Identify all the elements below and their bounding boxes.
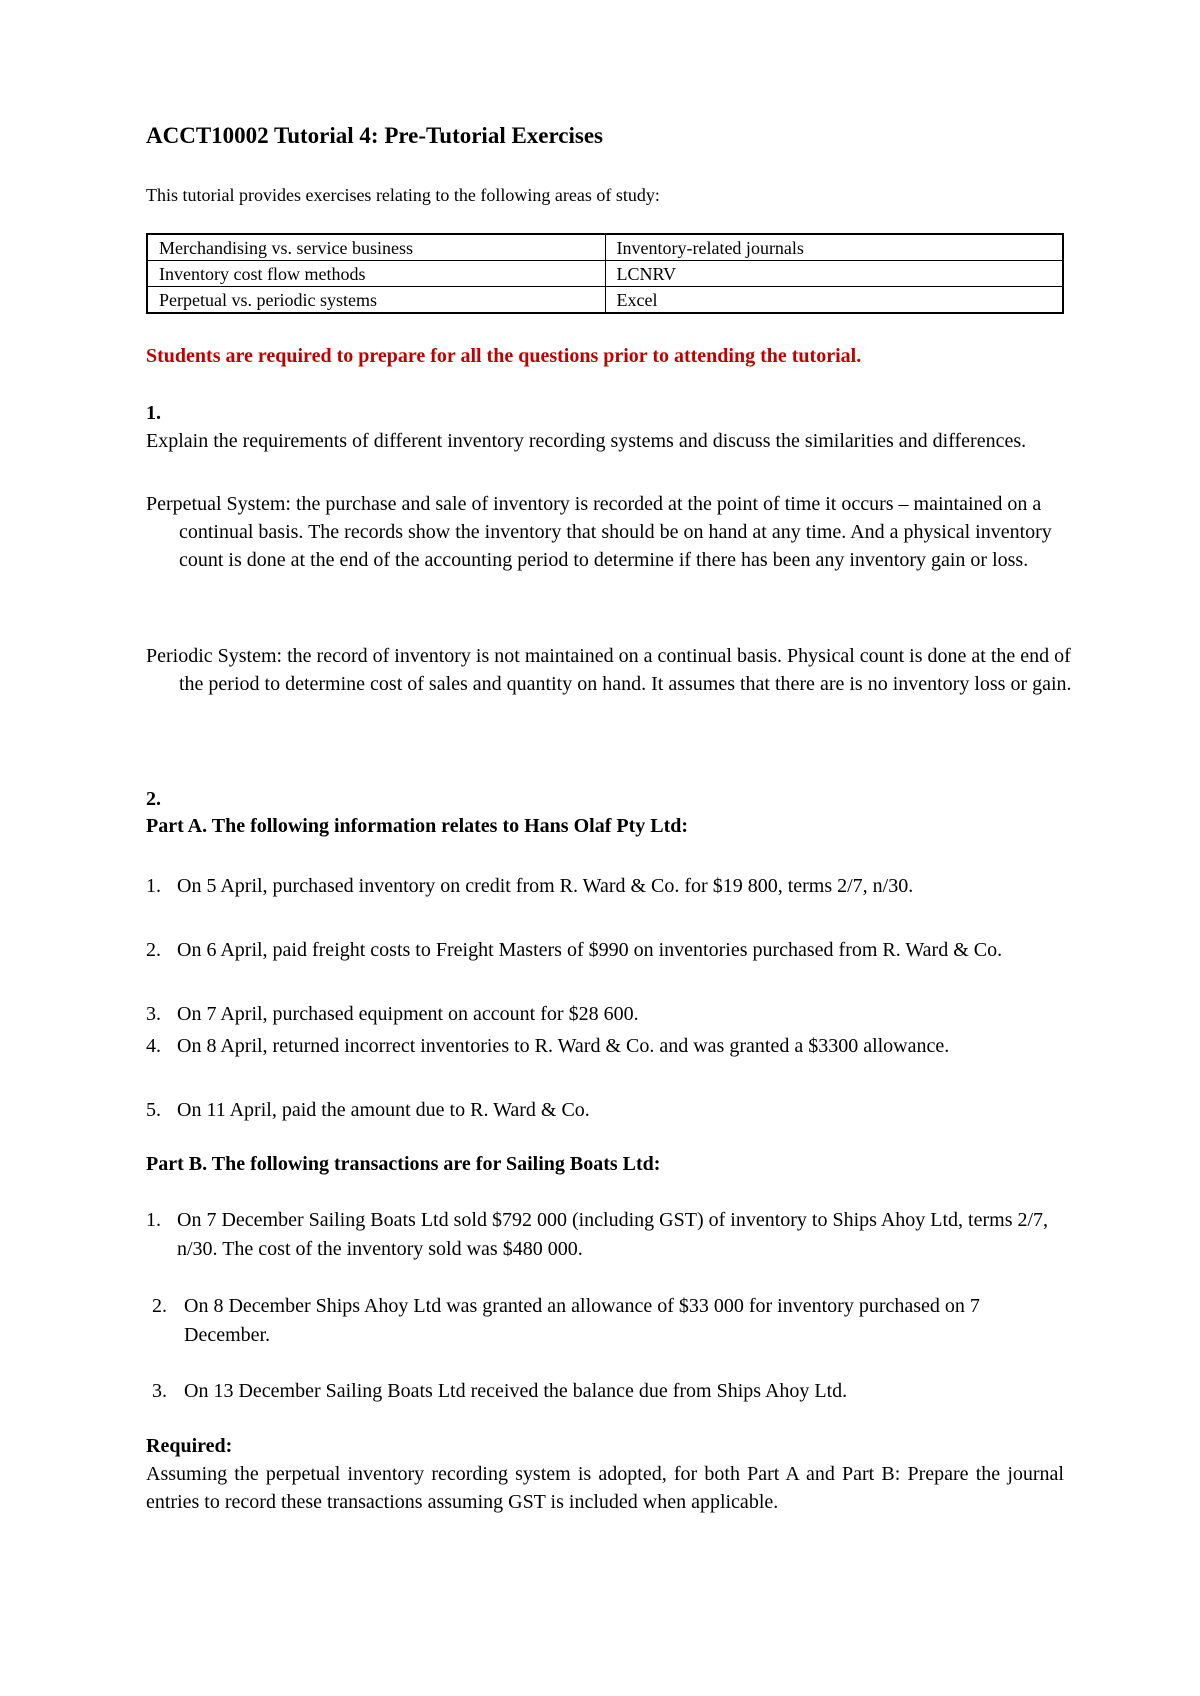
list-item: [146, 1377, 1064, 1406]
list-item: [146, 1292, 1064, 1350]
list-item-text: On 8 December Ships Ahoy Ltd was granted an allowance of $33 000 for inventory purchased on 7 December.: [184, 1295, 980, 1346]
list-item-text: On 7 December Sailing Boats Ltd sold $792 000 (including GST) of inventory to Ships Ahoy Ltd, terms 2/7, n/30. The cost of the inventory sold was $480 000.: [177, 1209, 1049, 1260]
part-b-heading: Part B. The following transactions are for Sailing Boats Ltd:: [146, 1153, 661, 1175]
list-item-text: On 11 April, paid the amount due to R. Ward & Co.: [177, 1099, 590, 1121]
list-item-number: 1.: [146, 1209, 161, 1231]
required-text: Assuming the perpetual inventory recording system is adopted, for both Part A and Part B: Prepare the journal entries to record these transactions assuming GST is included when applicable.: [146, 1463, 1064, 1513]
list-item-number: 2.: [146, 939, 161, 961]
list-item: [146, 998, 1064, 1030]
preparation-notice: Students are required to prepare for all the questions prior to attending the tutorial.: [146, 345, 862, 367]
list-item-number: 2.: [152, 1295, 167, 1317]
required-heading: Required:: [146, 1435, 233, 1457]
topics-table: [146, 233, 1064, 314]
list-item-text: On 13 December Sailing Boats Ltd received the balance due from Ships Ahoy Ltd.: [184, 1380, 848, 1402]
table-row: [147, 234, 1063, 261]
list-item: [146, 870, 1064, 902]
table-cell: Inventory cost flow methods: [147, 261, 605, 287]
table-cell: Excel: [605, 287, 1063, 314]
part-a-heading: Part A. The following information relates to Hans Olaf Pty Ltd:: [146, 815, 689, 837]
table-cell: Inventory-related journals: [605, 234, 1063, 261]
list-item-text: On 5 April, purchased inventory on credit from R. Ward & Co. for $19 800, terms 2/7, n/30.: [177, 875, 914, 897]
table-cell: LCNRV: [605, 261, 1063, 287]
list-item-number: 1.: [146, 875, 161, 897]
list-item: [146, 1030, 1064, 1062]
list-item-number: 3.: [146, 1003, 161, 1025]
list-item-text: On 7 April, purchased equipment on account for $28 600.: [177, 1003, 639, 1025]
question-2-number: 2.: [146, 788, 161, 810]
list-item-text: On 8 April, returned incorrect inventories to R. Ward & Co. and was granted a $3300 allowance.: [177, 1035, 950, 1057]
document-title: ACCT10002 Tutorial 4: Pre-Tutorial Exercises: [146, 123, 604, 148]
table-row: [147, 287, 1063, 314]
list-item-number: 4.: [146, 1035, 161, 1057]
list-item-number: 3.: [152, 1380, 167, 1402]
table-cell: Merchandising vs. service business: [147, 234, 605, 261]
list-item: [146, 934, 1064, 966]
list-item-number: 5.: [146, 1099, 161, 1121]
table-cell: Perpetual vs. periodic systems: [147, 287, 605, 314]
table-row: [147, 261, 1063, 287]
list-item-text: On 6 April, paid freight costs to Freight Masters of $990 on inventories purchased from R. Ward & Co.: [177, 939, 1003, 961]
periodic-system-answer: Periodic System: the record of inventory is not maintained on a continual basis. Physical count is done at the end of the period to determine cost of sales and quantity on hand. It assumes that there are is no inventory loss or gain.: [146, 645, 1072, 695]
question-1-text: Explain the requirements of different inventory recording systems and discuss the similarities and differences.: [146, 430, 1027, 452]
list-item: [146, 1206, 1064, 1264]
intro-text: This tutorial provides exercises relating to the following areas of study:: [146, 185, 660, 205]
list-item: [146, 1094, 1064, 1126]
question-1-number: 1.: [146, 402, 161, 424]
perpetual-system-answer: Perpetual System: the purchase and sale of inventory is recorded at the point of time it occurs – maintained on a continual basis. The records show the inventory that should be on hand at any time. And a physical inventory count is done at the end of the accounting period to determine if there has been any inventory gain or loss.: [146, 493, 1052, 571]
